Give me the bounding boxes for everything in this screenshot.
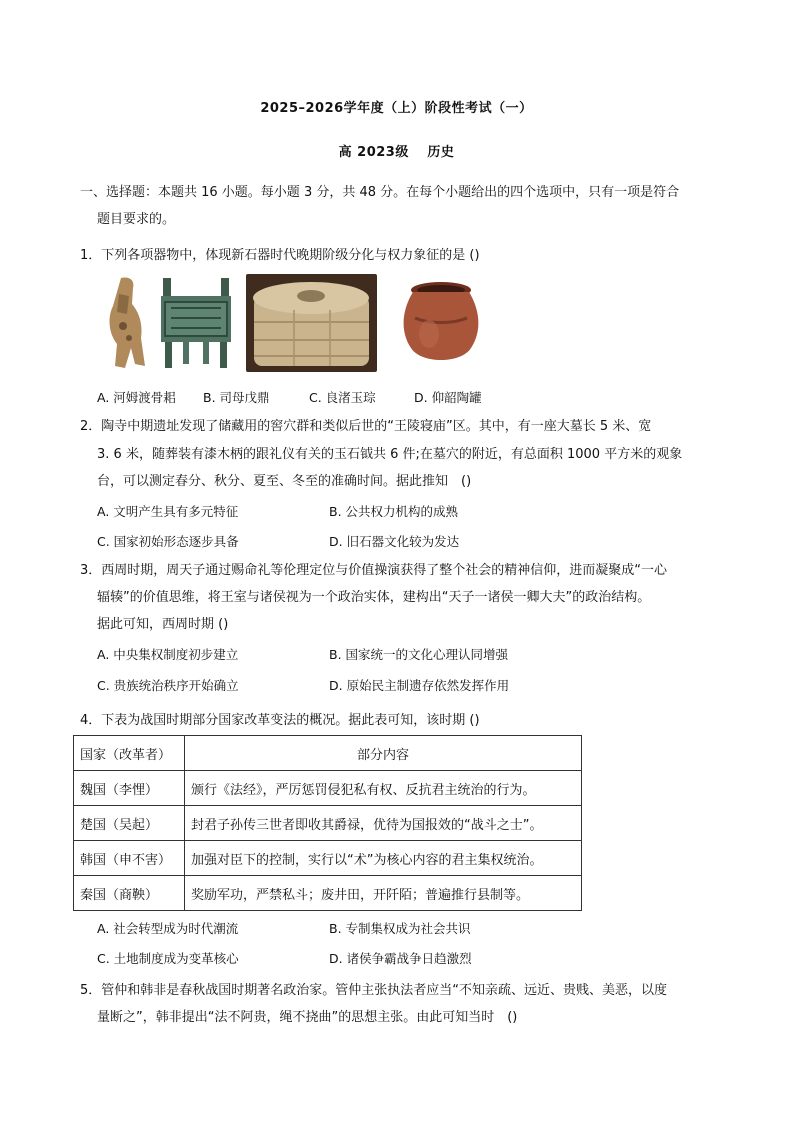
- q3-stem-line2: 辐辏”的价值思维，将王室与诸侯视为一个政治实体，建构出“天子一诸侯一卿大夫”的政治结构。: [97, 590, 651, 605]
- q4-option-b[interactable]: B. 专制集权成为社会共识: [329, 921, 471, 936]
- q3-option-c[interactable]: C. 贵族统治秩序开始确立: [97, 678, 239, 693]
- table-cell-country: 楚国（吴起）: [74, 806, 185, 841]
- section-instruction-line2: 题目要求的。: [97, 212, 176, 227]
- q2-option-c[interactable]: C. 国家初始形态逐步具备: [97, 534, 239, 549]
- table-cell-content: 奖励军功，严禁私斗；废井田，开阡陌；普遍推行县制等。: [185, 876, 582, 911]
- q5-stem-line1: 5．管仲和韩非是春秋战国时期著名政治家。管仲主张执法者应当“不知亲疏、远近、贵贱、美恶，以度: [80, 983, 668, 998]
- table-header-country: 国家（改革者）: [74, 736, 185, 771]
- section-instruction-line1: 一、选择题：本题共 16 小题。每小题 3 分，共 48 分。在每个小题给出的四个选项中，只有一项是符合: [80, 185, 680, 200]
- q3-option-d[interactable]: D. 原始民主制遗存依然发挥作用: [329, 678, 510, 693]
- q2-option-b[interactable]: B. 公共权力机构的成熟: [329, 504, 459, 519]
- exam-subtitle: 高 2023级 历史: [338, 145, 455, 160]
- jade-cong-image: [246, 274, 377, 372]
- table-cell-country: 魏国（李悝）: [74, 771, 185, 806]
- q2-stem-line2: 3. 6 米，随葬装有漆木柄的跟礼仪有关的玉石钺共 6 件;在墓穴的附近，有总面积 1000 平方米的观象: [97, 447, 683, 462]
- q3-option-b[interactable]: B. 国家统一的文化心理认同增强: [329, 647, 509, 662]
- q4-stem: 4．下表为战国时期部分国家改革变法的概况。据此表可知，该时期 (): [80, 713, 480, 728]
- bone-spade-image: [99, 274, 151, 372]
- q1-option-a[interactable]: A. 河姆渡骨耜: [97, 390, 176, 405]
- table-cell-content: 加强对臣下的控制，实行以“术”为核心内容的君主集权统治。: [185, 841, 582, 876]
- table-cell-content: 颁行《法经》，严厉惩罚侵犯私有权、反抗君主统治的行为。: [185, 771, 582, 806]
- q1-option-b[interactable]: B. 司母戊鼎: [203, 390, 270, 405]
- q1-option-d[interactable]: D. 仰韶陶罐: [414, 390, 482, 405]
- q5-stem-line2: 量断之”，韩非提出“法不阿贵，绳不挠曲”的思想主张。由此可知当时 (): [97, 1010, 518, 1025]
- table-row: [74, 841, 582, 876]
- table-header-row: [74, 736, 582, 771]
- exam-title: 2025–2026学年度（上）阶段性考试（一）: [260, 101, 533, 116]
- bronze-ding-image: [157, 274, 235, 372]
- q4-option-a[interactable]: A. 社会转型成为时代潮流: [97, 921, 239, 936]
- table-header-content: 部分内容: [185, 736, 582, 771]
- q2-option-a[interactable]: A. 文明产生具有多元特征: [97, 504, 239, 519]
- table-cell-content: 封君子孙传三世者即收其爵禄，优待为国报效的“战斗之士”。: [185, 806, 582, 841]
- q3-stem-line3: 据此可知，西周时期 (): [97, 617, 229, 632]
- q2-option-d[interactable]: D. 旧石器文化较为发达: [329, 534, 460, 549]
- q2-stem-line1: 2．陶寺中期遗址发现了储藏用的窖穴群和类似后世的“王陵寝庙”区。其中，有一座大墓长 5 米、宽: [80, 419, 652, 434]
- reform-table: [73, 735, 582, 911]
- q1-option-c[interactable]: C. 良渚玉琮: [309, 390, 376, 405]
- q4-option-d[interactable]: D. 诸侯争霸战争日趋激烈: [329, 951, 472, 966]
- table-row: [74, 876, 582, 911]
- q2-stem-line3: 台，可以测定春分、秋分、夏至、冬至的准确时间。据此推知 (): [97, 474, 472, 489]
- table-row: [74, 806, 582, 841]
- q3-option-a[interactable]: A. 中央集权制度初步建立: [97, 647, 239, 662]
- q3-stem-line1: 3．西周时期，周天子通过赐命礼等伦理定位与价值操演获得了整个社会的精神信仰，进而凝聚成“一心: [80, 563, 668, 578]
- pottery-jar-image: [389, 274, 493, 372]
- q4-option-c[interactable]: C. 土地制度成为变革核心: [97, 951, 239, 966]
- table-row: [74, 771, 582, 806]
- table-cell-country: 秦国（商鞅）: [74, 876, 185, 911]
- q1-stem: 1．下列各项器物中，体现新石器时代晚期阶级分化与权力象征的是 (): [80, 248, 480, 263]
- table-cell-country: 韩国（申不害）: [74, 841, 185, 876]
